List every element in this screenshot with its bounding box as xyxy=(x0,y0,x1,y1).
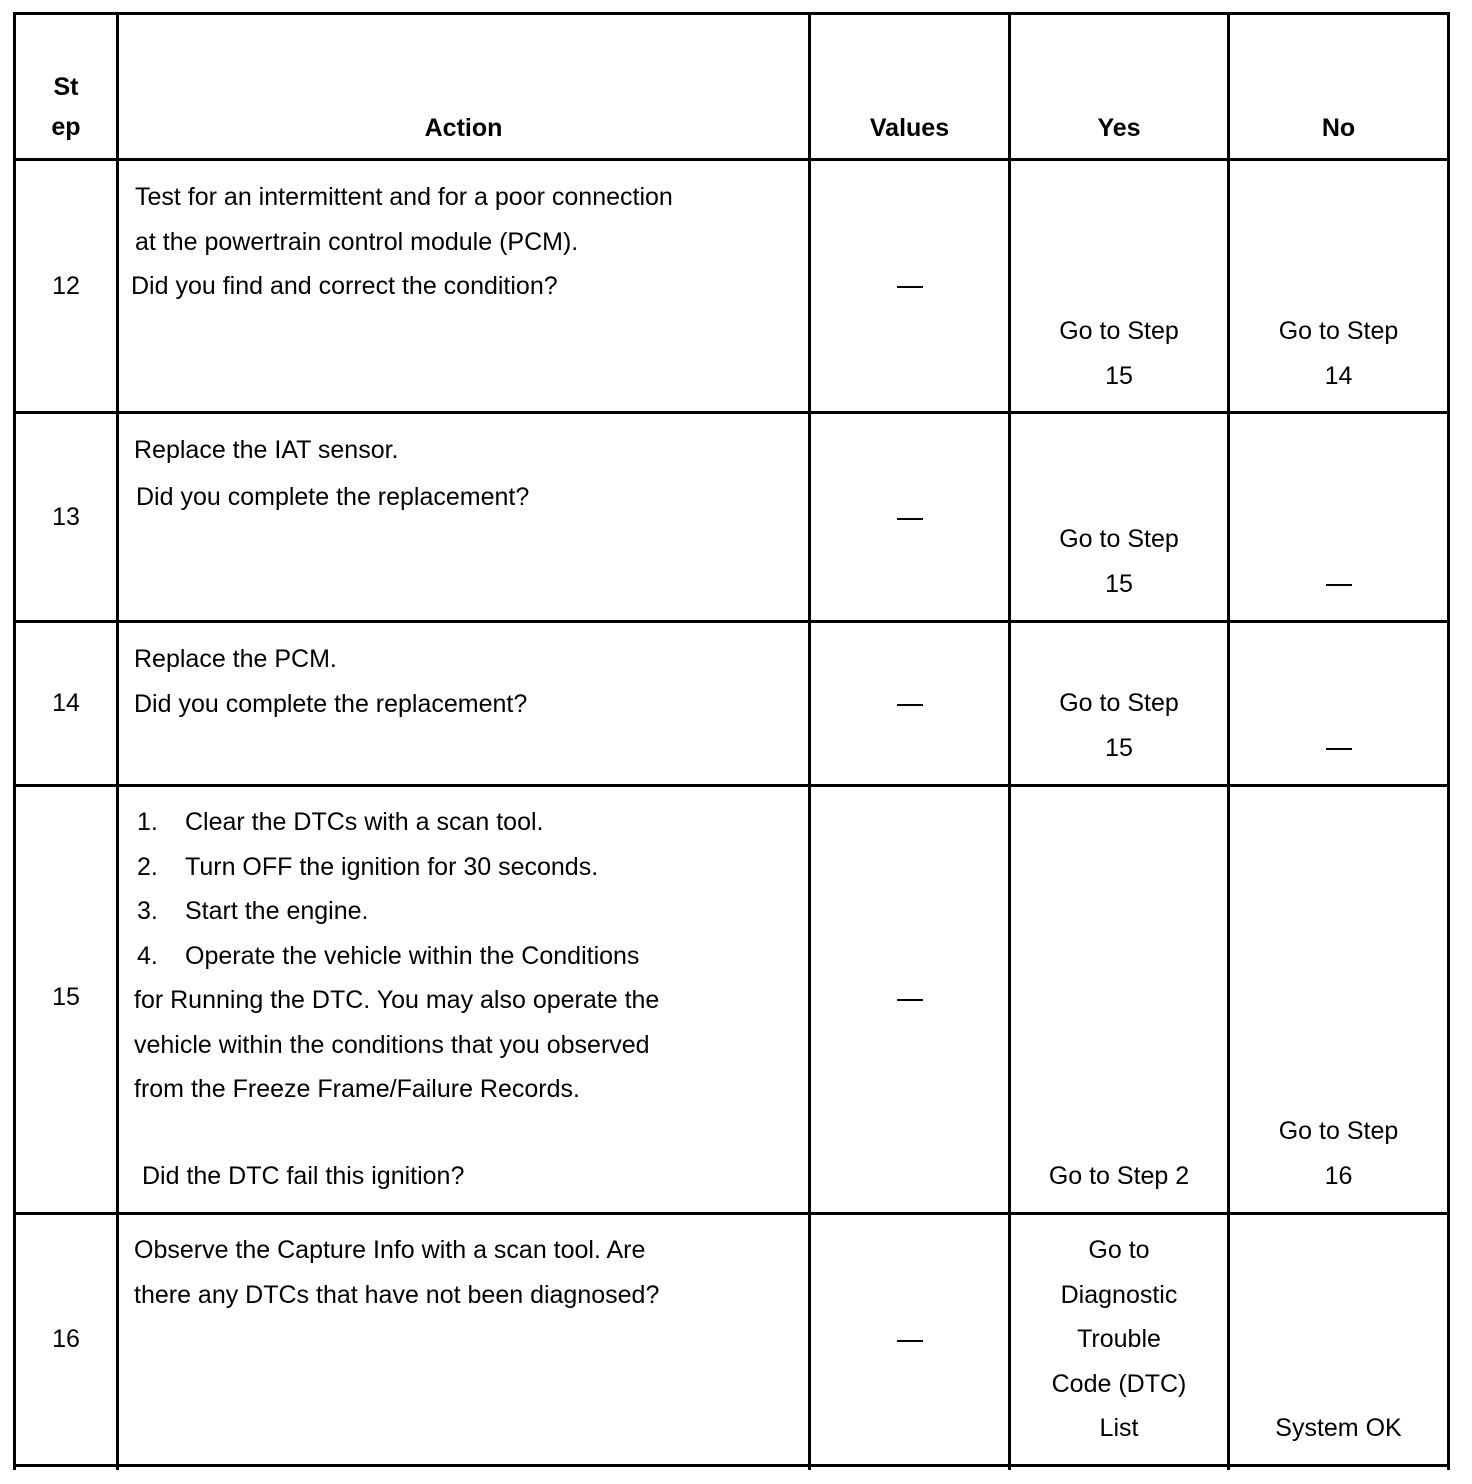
no-cell xyxy=(1230,309,1447,398)
list-text: Clear the DTCs with a scan tool. xyxy=(185,808,544,836)
list-item xyxy=(134,889,804,934)
em-dash-icon xyxy=(811,1318,1008,1363)
table-border-bottom xyxy=(13,1464,1450,1467)
action-line: Replace the PCM. xyxy=(134,645,337,673)
row-divider xyxy=(13,411,1450,414)
action-line: Did you complete the replacement? xyxy=(136,482,530,511)
yes-cell xyxy=(1011,681,1227,770)
yes-line: Go to Step xyxy=(1059,689,1179,717)
header-step-line: St xyxy=(53,73,79,101)
yes-cell xyxy=(1011,309,1227,398)
step-number: 14 xyxy=(52,689,80,717)
list-item xyxy=(134,845,804,890)
em-dash-icon xyxy=(811,496,1008,541)
table-border-left xyxy=(13,12,16,1470)
action-line: vehicle within the conditions that you observed xyxy=(134,1030,650,1059)
values-cell xyxy=(811,1318,1008,1363)
yes-cell xyxy=(1011,1228,1227,1451)
yes-line: Go to Step 2 xyxy=(1048,1162,1190,1190)
yes-line: Trouble xyxy=(1077,1325,1161,1353)
step-number: 12 xyxy=(52,272,80,300)
header-action: Action xyxy=(424,114,503,142)
list-text: Operate the vehicle within the Conditions xyxy=(185,941,640,970)
em-dash-icon xyxy=(811,977,1008,1022)
yes-cell xyxy=(1011,517,1227,606)
list-item xyxy=(134,934,804,979)
yes-line: Code (DTC) xyxy=(1051,1369,1187,1398)
table-border-top xyxy=(13,12,1450,15)
step-number: 16 xyxy=(52,1325,80,1353)
no-line: System OK xyxy=(1275,1414,1402,1442)
yes-line: 15 xyxy=(1105,569,1133,598)
table-border-right xyxy=(1447,12,1450,1470)
action-text xyxy=(134,637,804,726)
yes-line: Go to Step xyxy=(1059,317,1179,345)
action-line: Did you find and correct the condition? xyxy=(131,272,558,300)
action-text xyxy=(134,428,804,519)
action-text xyxy=(134,800,804,1112)
values-cell xyxy=(811,682,1008,727)
yes-line: Go to xyxy=(1088,1236,1150,1264)
yes-line: Go to Step xyxy=(1059,525,1179,553)
list-number: 2. xyxy=(137,852,158,881)
list-number: 3. xyxy=(137,897,158,925)
action-line: there any DTCs that have not been diagnosed? xyxy=(134,1280,660,1309)
em-dash-icon xyxy=(1230,726,1447,771)
header-yes: Yes xyxy=(1097,114,1141,142)
list-text: Start the engine. xyxy=(185,897,369,925)
row-divider xyxy=(13,1212,1450,1215)
no-cell xyxy=(1230,562,1447,607)
step-number: 13 xyxy=(52,503,80,531)
list-item xyxy=(134,800,804,845)
action-line: for Running the DTC. You may also operate the xyxy=(134,986,660,1014)
yes-line: Diagnostic xyxy=(1060,1280,1178,1309)
no-line: 14 xyxy=(1324,361,1353,390)
list-text: Turn OFF the ignition for 30 seconds. xyxy=(185,852,599,881)
header-step xyxy=(16,67,116,147)
action-list xyxy=(134,800,804,978)
action-line: Did you complete the replacement? xyxy=(134,689,528,718)
step-number: 15 xyxy=(52,983,80,1011)
action-line: from the Freeze Frame/Failure Records. xyxy=(134,1075,580,1103)
action-question: Did the DTC fail this ignition? xyxy=(142,1162,465,1190)
action-text xyxy=(134,1228,804,1317)
column-divider xyxy=(116,12,119,1470)
action-line: Test for an intermittent and for a poor connection xyxy=(135,183,673,211)
row-divider xyxy=(13,784,1450,787)
em-dash-icon xyxy=(811,682,1008,727)
no-cell xyxy=(1230,1109,1447,1198)
yes-cell xyxy=(1011,1154,1227,1199)
no-line: 16 xyxy=(1324,1161,1353,1190)
diagnostic-table xyxy=(13,12,1450,1466)
yes-line: 15 xyxy=(1105,733,1133,762)
values-cell xyxy=(811,264,1008,309)
no-line: Go to Step xyxy=(1278,1117,1399,1145)
header-no: No xyxy=(1321,114,1356,142)
yes-line: 15 xyxy=(1105,361,1133,390)
no-line: Go to Step xyxy=(1278,317,1399,345)
list-number: 4. xyxy=(137,941,158,970)
header-step-line: ep xyxy=(51,113,81,141)
action-text xyxy=(131,175,801,309)
yes-line: List xyxy=(1099,1414,1139,1442)
action-line: Observe the Capture Info with a scan tool. Are xyxy=(134,1236,646,1264)
action-line: at the powertrain control module (PCM). xyxy=(135,227,579,256)
action-line: Replace the IAT sensor. xyxy=(134,436,399,464)
column-divider xyxy=(808,12,811,1470)
header-values: Values xyxy=(869,114,950,142)
header-divider xyxy=(13,158,1450,161)
no-cell xyxy=(1230,1406,1447,1451)
list-number: 1. xyxy=(137,808,158,836)
em-dash-icon xyxy=(1230,562,1447,607)
em-dash-icon xyxy=(811,264,1008,309)
values-cell xyxy=(811,496,1008,541)
row-divider xyxy=(13,620,1450,623)
no-cell xyxy=(1230,726,1447,771)
values-cell xyxy=(811,977,1008,1022)
